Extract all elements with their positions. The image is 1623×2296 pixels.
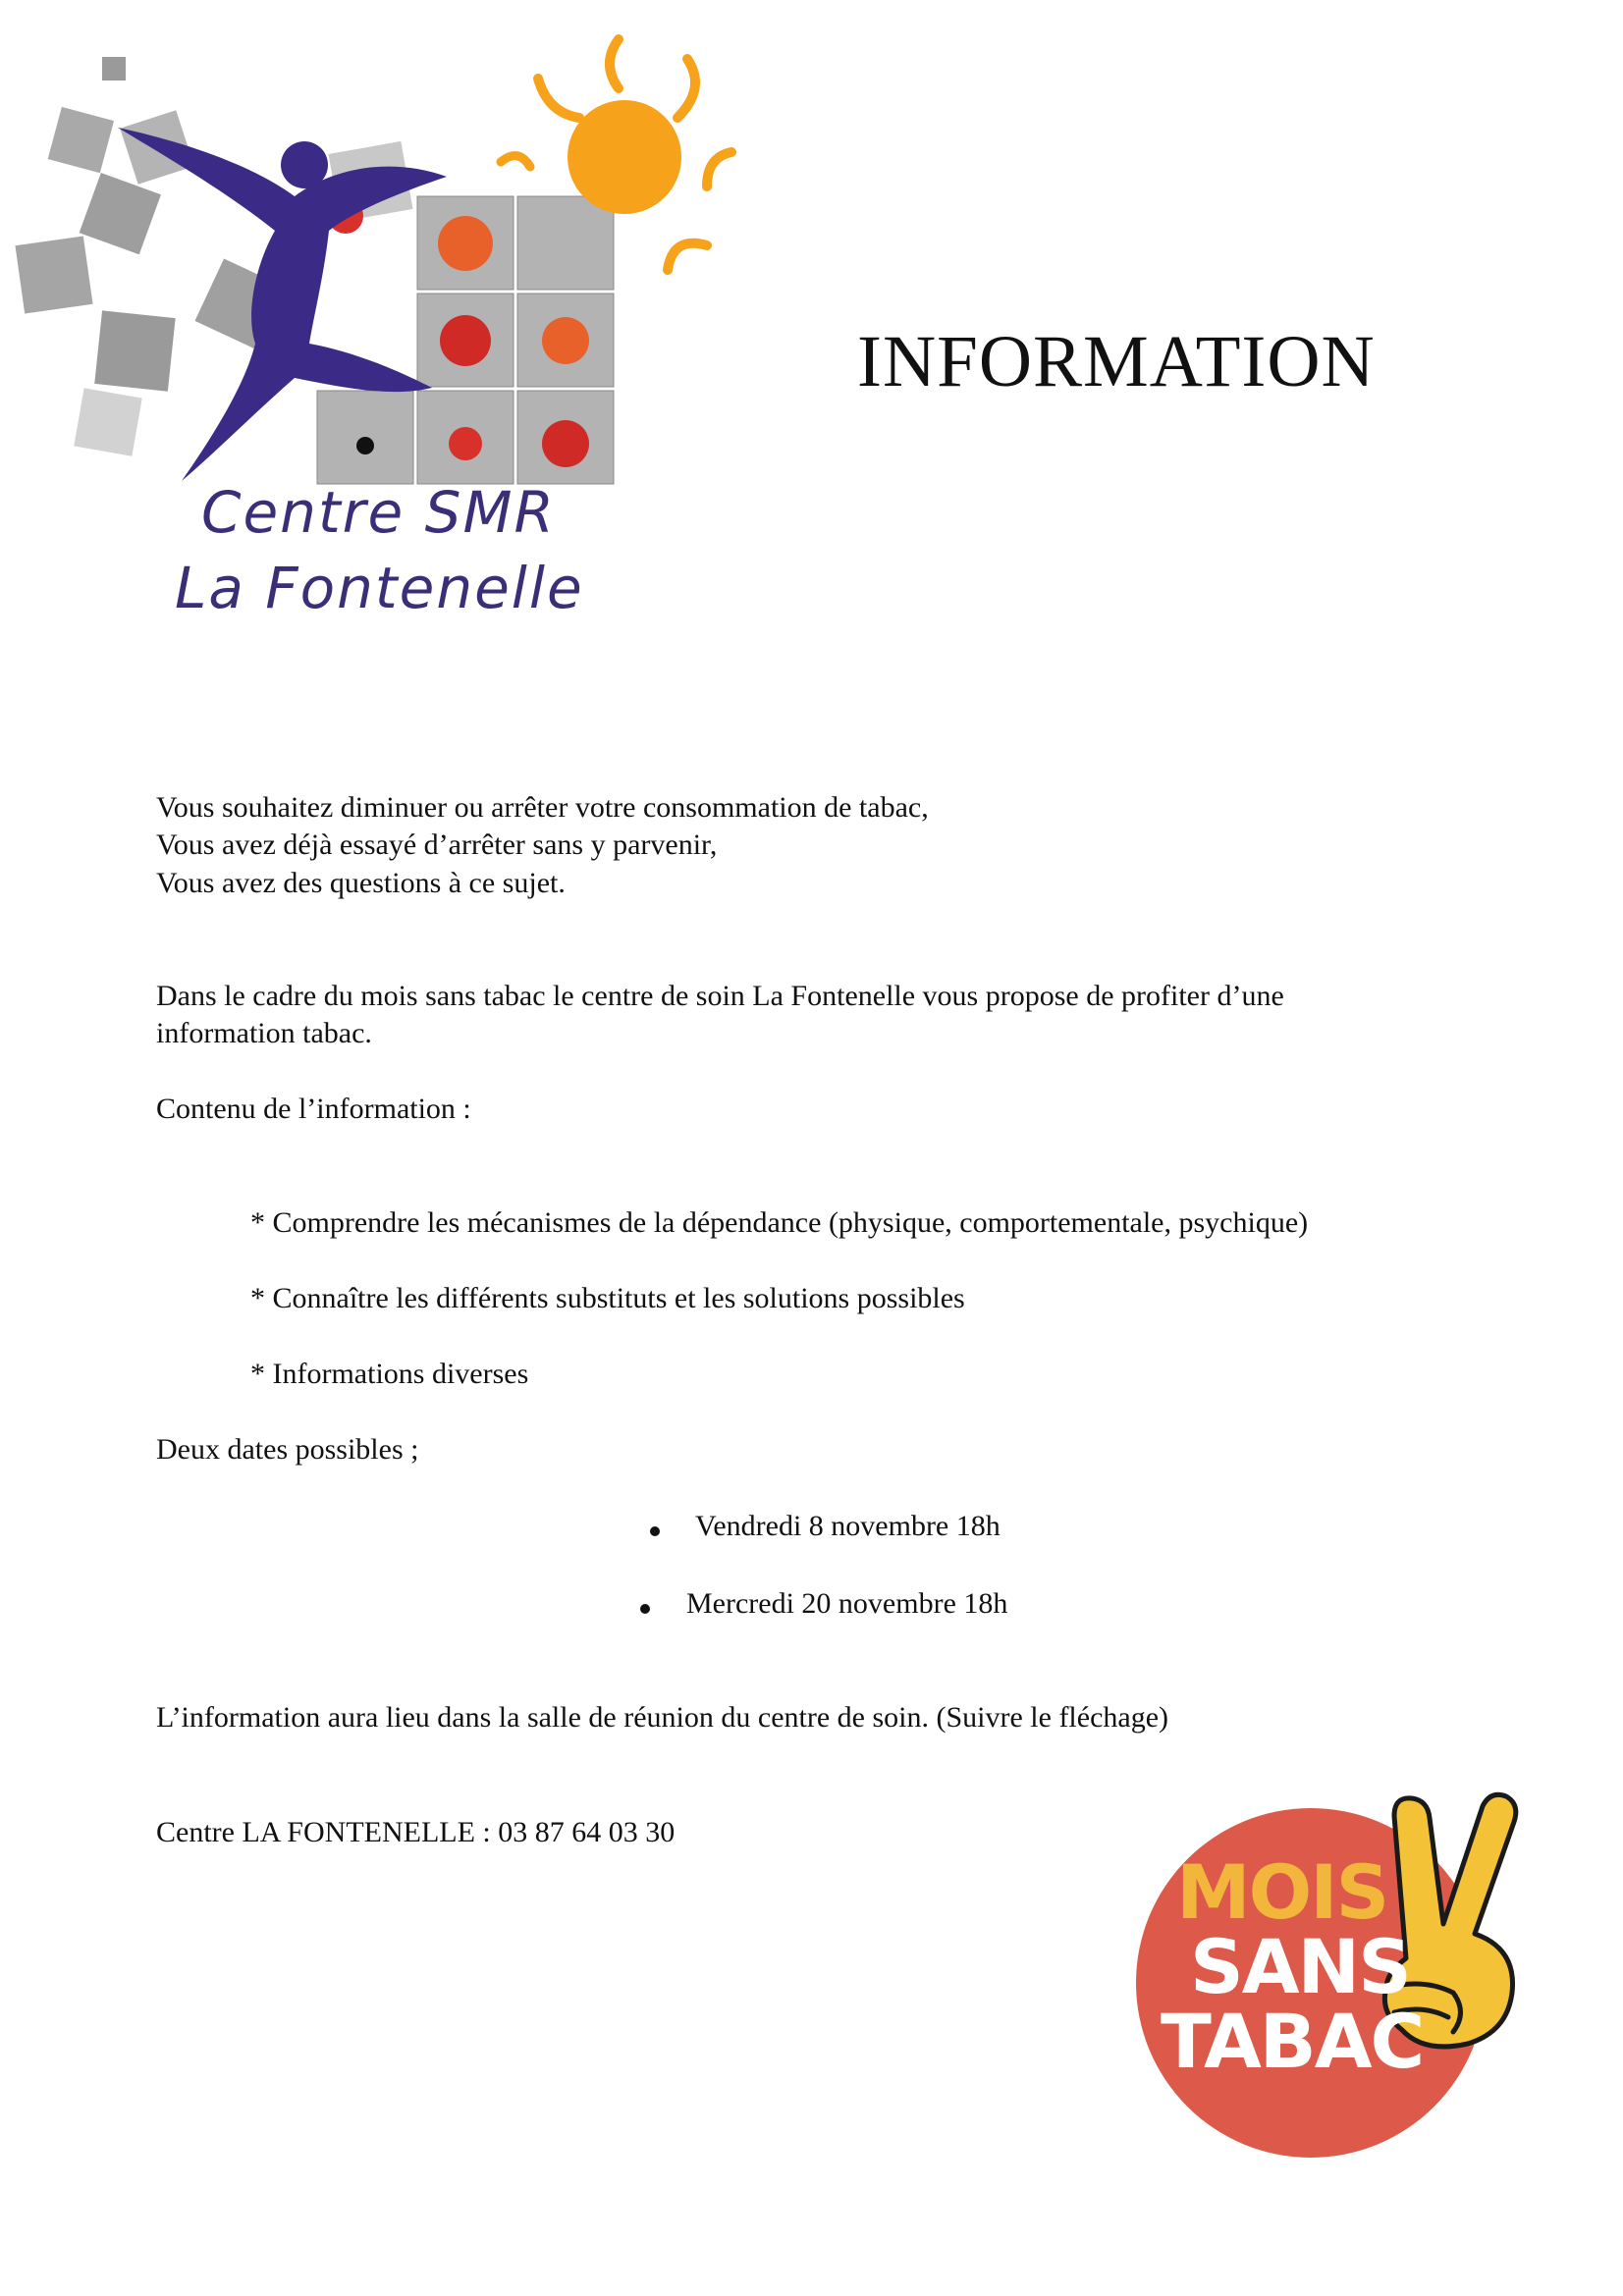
paragraph-line: Dans le cadre du mois sans tabac le centre de soin La Fontenelle vous propose de profiter d’une — [156, 980, 1284, 1012]
paragraph-line: information tabac. — [156, 1017, 372, 1049]
logo-name-line1: Centre SMR — [201, 479, 556, 546]
intro-line: Vous avez des questions à ce sujet. — [156, 867, 566, 899]
campaign-line-tabac: TABAC — [1161, 1998, 1424, 2085]
content-item: * Informations diverses — [250, 1358, 529, 1390]
bullet-dot-icon — [650, 1526, 660, 1536]
content-heading: Contenu de l’information : — [156, 1093, 471, 1125]
campaign-line-sans: SANS — [1190, 1923, 1410, 2010]
intro-line: Vous avez déjà essayé d’arrêter sans y parvenir, — [156, 828, 718, 861]
date-item: Vendredi 8 novembre 18h — [695, 1510, 1001, 1542]
logo-name-line2: La Fontenelle — [175, 555, 584, 621]
contact-line: Centre LA FONTENELLE : 03 87 64 03 30 — [156, 1816, 676, 1848]
mois-sans-tabac-logo — [1129, 1787, 1561, 2160]
page-title: INFORMATION — [857, 321, 1376, 402]
campaign-line-mois: MOIS — [1176, 1848, 1388, 1936]
content-item: * Connaître les différents substituts et les solutions possibles — [250, 1282, 965, 1314]
date-item: Mercredi 20 novembre 18h — [686, 1587, 1008, 1620]
centre-smr-logo — [0, 20, 785, 648]
bullet-dot-icon — [640, 1604, 650, 1614]
dates-heading: Deux dates possibles ; — [156, 1433, 419, 1466]
intro-line: Vous souhaitez diminuer ou arrêter votre consommation de tabac, — [156, 791, 929, 824]
square-grid — [317, 196, 614, 484]
content-item: * Comprendre les mécanismes de la dépendance (physique, comportementale, psychique) — [250, 1206, 1309, 1239]
location-text: L’information aura lieu dans la salle de réunion du centre de soin. (Suivre le fléchage) — [156, 1701, 1169, 1734]
